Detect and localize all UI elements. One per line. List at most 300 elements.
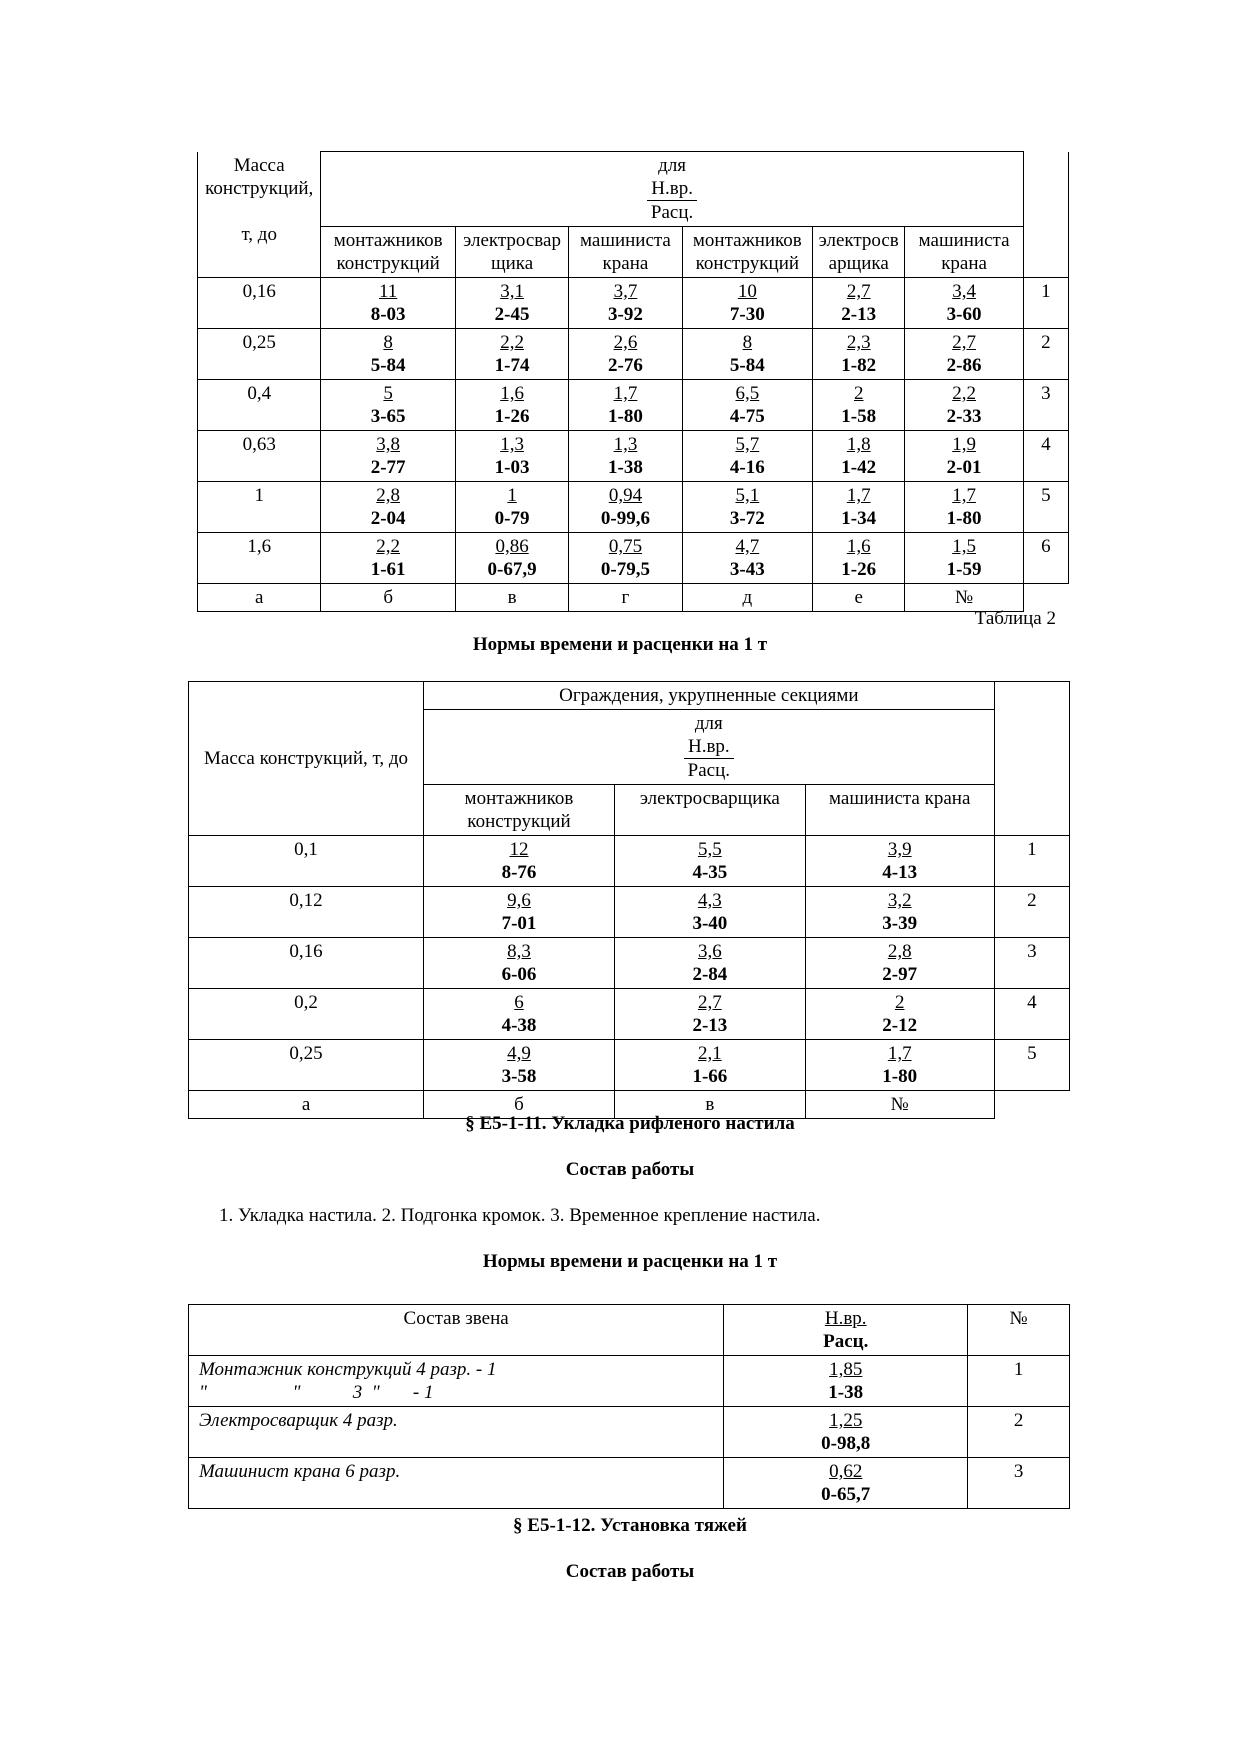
mass-value: 0,25 [242, 332, 276, 353]
value-cell [813, 533, 905, 584]
nvr-label: Н.вр. [647, 177, 697, 201]
value-nvr: 3,2 [887, 890, 912, 911]
crew-line: Машинист крана 6 разр. [199, 1461, 401, 1482]
value-rasc: 4-13 [882, 862, 918, 883]
col-head-line1: электросв [818, 230, 899, 251]
row-number-cell [994, 989, 1069, 1040]
value-nvr: 1,7 [887, 1043, 912, 1064]
value-nvr: 3,7 [613, 281, 638, 302]
column-header-text: машиниста крана [829, 788, 971, 809]
mass-cell [198, 380, 321, 431]
mass-label: Масса конструкций, [205, 154, 314, 199]
value-cell [682, 278, 812, 329]
value-nvr: 1,25 [829, 1410, 863, 1431]
row-number: 5 [1027, 1043, 1037, 1064]
value-rasc: 1-66 [692, 1066, 728, 1087]
norms-title-2: Нормы времени и расценки на 1 т [482, 1251, 778, 1272]
row-number-cell [1023, 533, 1068, 584]
value-nvr: 1,8 [846, 434, 871, 455]
table-row [198, 431, 1069, 482]
table-row [198, 380, 1069, 431]
value-cell [455, 278, 568, 329]
column-letter: в [705, 1094, 715, 1115]
value-rasc: 1-59 [946, 559, 982, 580]
value-nvr: 2,3 [846, 332, 871, 353]
row-number: 4 [1027, 992, 1037, 1013]
value-nvr: 3,6 [697, 941, 722, 962]
value-nvr: 3,1 [500, 281, 524, 302]
table-row [189, 989, 1070, 1040]
value-cell [614, 836, 805, 887]
value-rasc: 2-01 [946, 457, 982, 478]
number-header [1023, 152, 1068, 278]
column-letter: д [742, 587, 753, 608]
col-head-line2: крана [602, 253, 649, 274]
value-cell [805, 989, 994, 1040]
value-rasc: 3-43 [729, 559, 765, 580]
table-row [189, 1407, 1070, 1458]
value-rasc: 4-75 [729, 406, 765, 427]
row-number: 1 [1013, 1359, 1024, 1380]
row-number-cell [1023, 431, 1068, 482]
value-cell [805, 836, 994, 887]
mass-value: 0,4 [247, 383, 272, 404]
mass-cell [198, 533, 321, 584]
mass-unit: т, до [241, 223, 277, 245]
table-row [198, 278, 1069, 329]
value-nvr: 1,9 [952, 434, 976, 455]
table-row [189, 887, 1070, 938]
value-rasc: 1-58 [841, 406, 877, 427]
value-rasc: 3-72 [729, 508, 765, 529]
value-cell [614, 989, 805, 1040]
mass-value: 0,2 [294, 992, 318, 1013]
value-rasc: 1-26 [494, 406, 530, 427]
value-rasc: 1-38 [608, 457, 643, 478]
table-row [198, 482, 1069, 533]
section-title-e5-1-11: § Е5-1-11. Укладка рифленого настила [465, 1113, 795, 1134]
rasc-label: Расц. [650, 202, 694, 223]
mass-value: 1 [254, 485, 264, 506]
value-cell [614, 1040, 805, 1091]
value-rasc: 3-65 [370, 406, 406, 427]
value-rasc: 2-13 [692, 1015, 728, 1036]
value-cell [682, 482, 812, 533]
value-cell [813, 278, 905, 329]
row-number: 5 [1041, 485, 1051, 506]
value-rasc: 6-06 [501, 964, 537, 985]
crew-line: " " 3 " - 1 [199, 1382, 434, 1403]
section-title-e5-1-12: § Е5-1-12. Установка тяжей [513, 1515, 747, 1536]
row-number: 4 [1041, 434, 1051, 455]
value-nvr: 2,8 [887, 941, 912, 962]
value-nvr: 6,5 [735, 383, 760, 404]
column-header [682, 227, 812, 278]
value-cell [569, 329, 682, 380]
mass-label-2: Масса конструкций, т, до [204, 748, 409, 769]
value-nvr: 12 [509, 839, 529, 860]
value-nvr: 2,2 [376, 536, 401, 557]
value-nvr: 2,2 [500, 332, 524, 353]
value-nvr: 5,5 [697, 839, 722, 860]
table-row [189, 1040, 1070, 1091]
row-number-cell [1023, 278, 1068, 329]
col-head-line1: монтажников [333, 230, 443, 251]
value-nvr: 0,86 [495, 536, 529, 557]
column-header-text: электросварщика [639, 788, 780, 809]
nvr-rasc-header [724, 1305, 968, 1356]
row-number: 2 [1013, 1410, 1024, 1431]
table-row [189, 1356, 1070, 1407]
value-rasc: 2-33 [946, 406, 982, 427]
column-header [321, 227, 455, 278]
norms-table-1 [197, 151, 1069, 612]
value-rasc: 2-13 [841, 304, 877, 325]
mass-cell [198, 278, 321, 329]
value-cell [813, 482, 905, 533]
value-cell [569, 482, 682, 533]
table-row [189, 938, 1070, 989]
value-nvr: 4,3 [697, 890, 722, 911]
value-rasc: 1-03 [494, 457, 530, 478]
value-nvr: 5 [383, 383, 393, 404]
value-nvr: 1,6 [846, 536, 871, 557]
value-nvr: 0,94 [608, 485, 643, 506]
value-rasc: 3-92 [608, 304, 643, 325]
value-rasc: 0-79,5 [600, 559, 650, 580]
value-cell [805, 938, 994, 989]
value-nvr: 2,7 [697, 992, 722, 1013]
nvr-label-2: Н.вр. [684, 735, 734, 759]
value-nvr: 2,2 [952, 383, 976, 404]
value-cell [682, 380, 812, 431]
value-nvr: 1,7 [613, 383, 638, 404]
norms-title: Нормы времени и расценки на 1 т [472, 634, 768, 655]
nvr-rasc-fraction [647, 177, 697, 224]
value-nvr: 1,85 [829, 1359, 863, 1380]
row-number: 1 [1041, 281, 1051, 302]
value-rasc: 2-76 [608, 355, 643, 376]
col-head-line2: конструкций [336, 253, 440, 274]
value-cell [321, 380, 455, 431]
value-rasc: 4-16 [729, 457, 765, 478]
value-nvr: 11 [379, 281, 398, 302]
value-nvr: 1,5 [952, 536, 976, 557]
value-rasc: 0-67,9 [487, 559, 537, 580]
value-cell [905, 278, 1023, 329]
value-rasc: 1-34 [841, 508, 877, 529]
column-header [905, 227, 1023, 278]
column-letter: а [254, 587, 264, 608]
value-rasc: 2-77 [370, 457, 406, 478]
row-number-cell [968, 1458, 1070, 1509]
value-nvr: 1,7 [952, 485, 976, 506]
value-cell [424, 989, 615, 1040]
col-head-line2: щика [490, 253, 534, 274]
value-cell [321, 482, 455, 533]
composition-text: 1. Укладка настила. 2. Подгонка кромок. 3. Временное крепление настила. [219, 1205, 821, 1226]
value-cell [569, 278, 682, 329]
value-cell [569, 431, 682, 482]
value-nvr: 3,8 [376, 434, 401, 455]
value-rasc: 2-84 [692, 964, 728, 985]
mass-value: 0,25 [289, 1043, 323, 1064]
value-nvr: 2 [853, 383, 864, 404]
value-cell [455, 533, 568, 584]
value-rasc: 1-38 [828, 1382, 864, 1403]
row-number: 3 [1041, 383, 1051, 404]
column-letter: б [383, 587, 393, 608]
composition-title-2: Состав работы [565, 1561, 695, 1582]
value-rasc: 8-03 [370, 304, 406, 325]
value-nvr: 1,7 [846, 485, 871, 506]
value-cell [455, 431, 568, 482]
value-cell [455, 329, 568, 380]
column-letter: № [890, 1094, 909, 1115]
column-header [805, 785, 994, 836]
table-row [198, 329, 1069, 380]
value-nvr: 10 [737, 281, 757, 302]
value-rasc: 7-01 [501, 913, 537, 934]
col-head-line1: монтажников [692, 230, 802, 251]
value-cell [724, 1407, 968, 1458]
value-rasc: 0-79 [494, 508, 530, 529]
value-rasc: 0-98,8 [821, 1433, 871, 1454]
column-letter: а [301, 1094, 311, 1115]
value-cell [813, 380, 905, 431]
value-cell [905, 380, 1023, 431]
row-number: 6 [1041, 536, 1051, 557]
value-nvr: 5,7 [735, 434, 760, 455]
value-rasc: 1-61 [370, 559, 406, 580]
column-header [569, 227, 682, 278]
value-nvr: 2,6 [613, 332, 638, 353]
mass-value: 0,12 [289, 890, 323, 911]
value-rasc: 1-74 [494, 355, 530, 376]
value-cell [321, 329, 455, 380]
value-cell [614, 938, 805, 989]
crew-header: Состав звена [189, 1305, 724, 1356]
value-rasc: 2-12 [882, 1015, 918, 1036]
value-cell [682, 533, 812, 584]
value-nvr: 3,9 [887, 839, 912, 860]
mass-cell [189, 1040, 424, 1091]
value-cell [813, 329, 905, 380]
value-nvr: 6 [514, 992, 524, 1013]
value-cell [813, 431, 905, 482]
mass-cell [189, 989, 424, 1040]
rasc-label-2: Расц. [687, 760, 731, 781]
value-cell [424, 938, 615, 989]
column-letter: б [514, 1094, 524, 1115]
table-row [189, 836, 1070, 887]
row-number: 3 [1013, 1461, 1024, 1482]
table-caption: Таблица 2 [974, 608, 1056, 629]
number-header-3: № [968, 1305, 1070, 1356]
col-head-line1: электросвар [463, 230, 561, 251]
for-label: для [658, 155, 687, 176]
value-nvr: 2,7 [846, 281, 871, 302]
col-head-line2: конструкций [695, 253, 800, 274]
row-number-cell [1023, 329, 1068, 380]
column-letter: в [507, 587, 517, 608]
row-number-cell [994, 836, 1069, 887]
column-header [614, 785, 805, 836]
value-rasc: 1-42 [841, 457, 877, 478]
value-nvr: 9,6 [507, 890, 531, 911]
col-head-line1: машиниста [580, 230, 671, 251]
crew-cell [189, 1356, 724, 1407]
value-cell [569, 533, 682, 584]
row-number-cell [968, 1407, 1070, 1458]
row-number: 2 [1041, 332, 1051, 353]
value-nvr: 4,7 [735, 536, 760, 557]
value-cell [905, 533, 1023, 584]
mass-cell [189, 836, 424, 887]
norms-table-2 [188, 681, 1070, 1119]
mass-header-2 [189, 682, 424, 836]
value-rasc: 3-60 [946, 304, 982, 325]
col-head-line1: машиниста [918, 230, 1010, 251]
mass-value: 0,63 [242, 434, 276, 455]
column-letter: г [621, 587, 630, 608]
column-header [813, 227, 905, 278]
col-head-line2: арщика [828, 253, 889, 274]
row-number-cell [1023, 380, 1068, 431]
value-cell [905, 482, 1023, 533]
rasc-header: Расц. [823, 1331, 869, 1352]
row-number-cell [994, 938, 1069, 989]
value-rasc: 2-04 [370, 508, 406, 529]
value-nvr: 2,8 [376, 485, 401, 506]
value-cell [455, 380, 568, 431]
mass-value: 0,16 [242, 281, 276, 302]
crew-line: Электросварщик 4 разр. [199, 1410, 398, 1431]
value-nvr: 1 [507, 485, 517, 506]
value-cell [455, 482, 568, 533]
value-cell [569, 380, 682, 431]
crew-table [188, 1304, 1070, 1509]
value-rasc: 1-80 [608, 406, 643, 427]
value-nvr: 0,75 [608, 536, 643, 557]
mass-value: 0,16 [289, 941, 323, 962]
column-header [424, 785, 615, 836]
value-cell [424, 1040, 615, 1091]
value-nvr: 8,3 [507, 941, 531, 962]
value-rasc: 2-86 [946, 355, 982, 376]
value-nvr: 8 [383, 332, 393, 353]
mass-cell [189, 887, 424, 938]
row-number: 1 [1027, 839, 1037, 860]
value-nvr: 5,1 [735, 485, 760, 506]
for-label-2: для [694, 713, 723, 734]
mass-cell [198, 329, 321, 380]
value-rasc: 2-45 [494, 304, 530, 325]
mass-cell [198, 431, 321, 482]
value-rasc: 5-84 [370, 355, 406, 376]
value-rasc: 0-65,7 [821, 1484, 871, 1505]
nvr-header: Н.вр. [824, 1308, 867, 1329]
value-rasc: 0-99,6 [600, 508, 650, 529]
row-number-cell [1023, 482, 1068, 533]
value-rasc: 1-82 [841, 355, 877, 376]
column-header [455, 227, 568, 278]
value-cell [805, 887, 994, 938]
row-number: 2 [1027, 890, 1037, 911]
value-rasc: 7-30 [729, 304, 765, 325]
value-rasc: 2-97 [882, 964, 918, 985]
group-header-2 [424, 710, 995, 785]
value-nvr: 2,7 [952, 332, 976, 353]
mass-header [198, 152, 321, 278]
value-nvr: 4,9 [507, 1043, 531, 1064]
value-nvr: 3,4 [952, 281, 976, 302]
row-number: 3 [1027, 941, 1037, 962]
value-rasc: 1-26 [841, 559, 877, 580]
value-cell [724, 1356, 968, 1407]
value-rasc: 1-80 [882, 1066, 918, 1087]
col-head-line2: крана [941, 253, 987, 274]
value-rasc: 3-58 [501, 1066, 537, 1087]
value-cell [805, 1040, 994, 1091]
value-cell [321, 431, 455, 482]
value-rasc: 4-38 [501, 1015, 537, 1036]
crew-cell [189, 1407, 724, 1458]
crew-line: Монтажник конструкций 4 разр. - 1 [199, 1359, 497, 1380]
value-rasc: 3-40 [692, 913, 728, 934]
column-letter: е [854, 587, 863, 608]
nvr-rasc-fraction-2 [684, 735, 734, 782]
mass-value: 1,6 [247, 536, 272, 557]
value-nvr: 2,1 [697, 1043, 722, 1064]
value-cell [905, 329, 1023, 380]
mass-cell [189, 938, 424, 989]
number-header-2 [994, 682, 1069, 836]
value-rasc: 1-80 [946, 508, 982, 529]
row-number-cell [994, 1040, 1069, 1091]
value-rasc: 3-39 [882, 913, 918, 934]
value-nvr: 1,3 [500, 434, 524, 455]
value-nvr: 8 [742, 332, 753, 353]
value-rasc: 8-76 [501, 862, 537, 883]
value-cell [321, 278, 455, 329]
value-rasc: 5-84 [729, 355, 765, 376]
value-cell [682, 329, 812, 380]
value-rasc: 4-35 [692, 862, 728, 883]
value-cell [424, 887, 615, 938]
value-cell [682, 431, 812, 482]
value-cell [614, 887, 805, 938]
value-cell [321, 533, 455, 584]
row-number-cell [994, 887, 1069, 938]
value-cell [424, 836, 615, 887]
column-header-text: монтажников конструкций [464, 788, 574, 832]
table-row [198, 533, 1069, 584]
table-row [189, 1458, 1070, 1509]
value-nvr: 1,3 [613, 434, 638, 455]
value-cell [724, 1458, 968, 1509]
value-cell [905, 431, 1023, 482]
group-title: Ограждения, укрупненные секциями [424, 682, 995, 710]
crew-cell [189, 1458, 724, 1509]
value-nvr: 1,6 [500, 383, 524, 404]
mass-value: 0,1 [294, 839, 318, 860]
composition-title: Состав работы [565, 1159, 695, 1180]
row-number-cell [968, 1356, 1070, 1407]
value-nvr: 0,62 [829, 1461, 863, 1482]
column-letter: № [955, 587, 974, 608]
value-nvr: 2 [894, 992, 905, 1013]
